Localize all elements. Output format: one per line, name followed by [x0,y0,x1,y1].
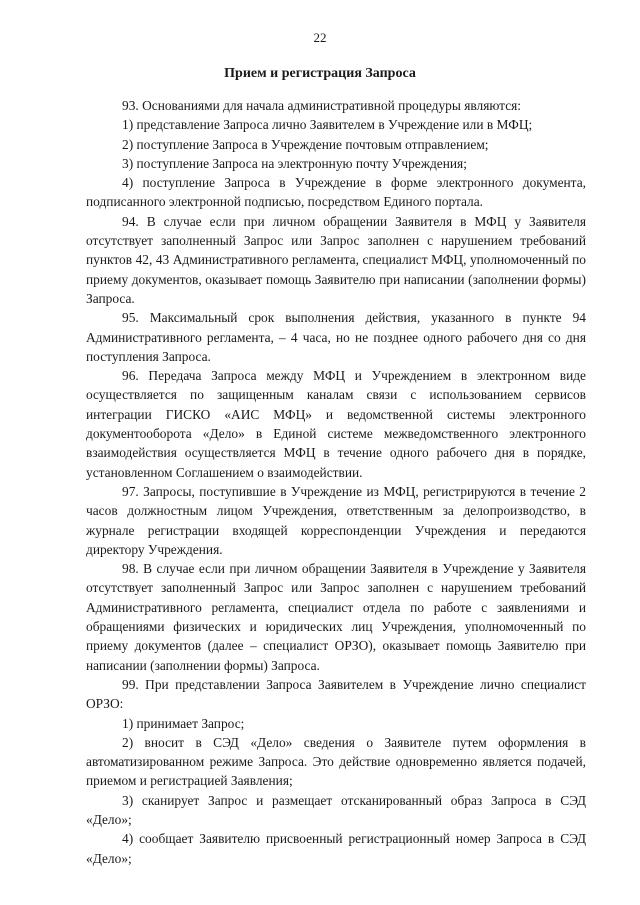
paragraph-98: 98. В случае если при личном обращении Заявителя в Учреждение у Заявителя отсутствует заполненный Запрос или Запрос заполнен с нарушением требований Административного регламента, специалист отдела по работе с заявлениями и обращениями физических и юридических лиц Учреждения, уполномоченный по приему документов (далее – специалист ОРЗО), оказывает помощь Заявителю при написании (заполнении формы) Запроса. [86,561,586,673]
paragraph-95: 95. Максимальный срок выполнения действия, указанного в пункте 94 Административного регламента, – 4 часа, но не позднее одного рабочего дня со дня поступления Запроса. [86,310,586,364]
paragraph-97: 97. Запросы, поступившие в Учреждение из МФЦ, регистрируются в течение 2 часов должностным лицом Учреждения, ответственным за делопроизводство, в журнале регистрации входящей корреспонденции Учреждения и передаются директору Учреждения. [86,483,586,557]
section-title: Прием и регистрация Запроса [224,66,416,81]
paragraph-99-item-4: 4) сообщает Заявителю присвоенный регистрационный номер Запроса в СЭД «Дело»; [86,831,586,866]
paragraph-99-item-3: 3) сканирует Запрос и размещает отсканированный образ Запроса в СЭД «Дело»; [86,792,586,827]
paragraph-99-item-1: 1) принимает Запрос; [122,715,245,731]
paragraph-93-item-1: 1) представление Запроса лично Заявителем в Учреждение или в МФЦ; [122,117,533,133]
paragraph-94: 94. В случае если при личном обращении Заявителя в МФЦ у Заявителя отсутствует заполненный Запрос или Запрос заполнен с нарушением требований пунктов 42, 43 Административного регламента, специалист МФЦ, уполномоченный по приему документов, оказывает помощь Заявителю при написании (заполнении формы) Запроса. [86,213,586,306]
paragraph-93-item-3: 3) поступление Запроса на электронную почту Учреждения; [122,155,467,171]
paragraph-93-item-2: 2) поступление Запроса в Учреждение почтовым отправлением; [122,136,489,152]
section-body [86,96,586,868]
paragraph-96: 96. Передача Запроса между МФЦ и Учреждением в электронном виде осуществляется по защищенным каналам связи с использованием сервисов интеграции ГИСКО «АИС МФЦ» и ведомственной системы электронного документооборота «Дело» в Единой системе межведомственного электронного взаимодействия осуществляется МФЦ в течение одного рабочего дня в порядке, установленном Соглашением о взаимодействии. [86,368,586,480]
paragraph-93-item-4: 4) поступление Запроса в Учреждение в форме электронного документа, подписанного электронной подписью, посредством Единого портала. [86,175,586,210]
paragraph-93: 93. Основаниями для начала административной процедуры являются: [122,98,522,113]
paragraph-99-item-2: 2) вносит в СЭД «Дело» сведения о Заявителе путем оформления в автоматизированном режиме Запроса. Это действие одновременно является подачей, приемом и регистрацией Заявления; [86,734,586,789]
page-number: 22 [313,30,327,45]
paragraph-99: 99. При представлении Запроса Заявителем в Учреждение лично специалист ОРЗО: [86,676,586,712]
